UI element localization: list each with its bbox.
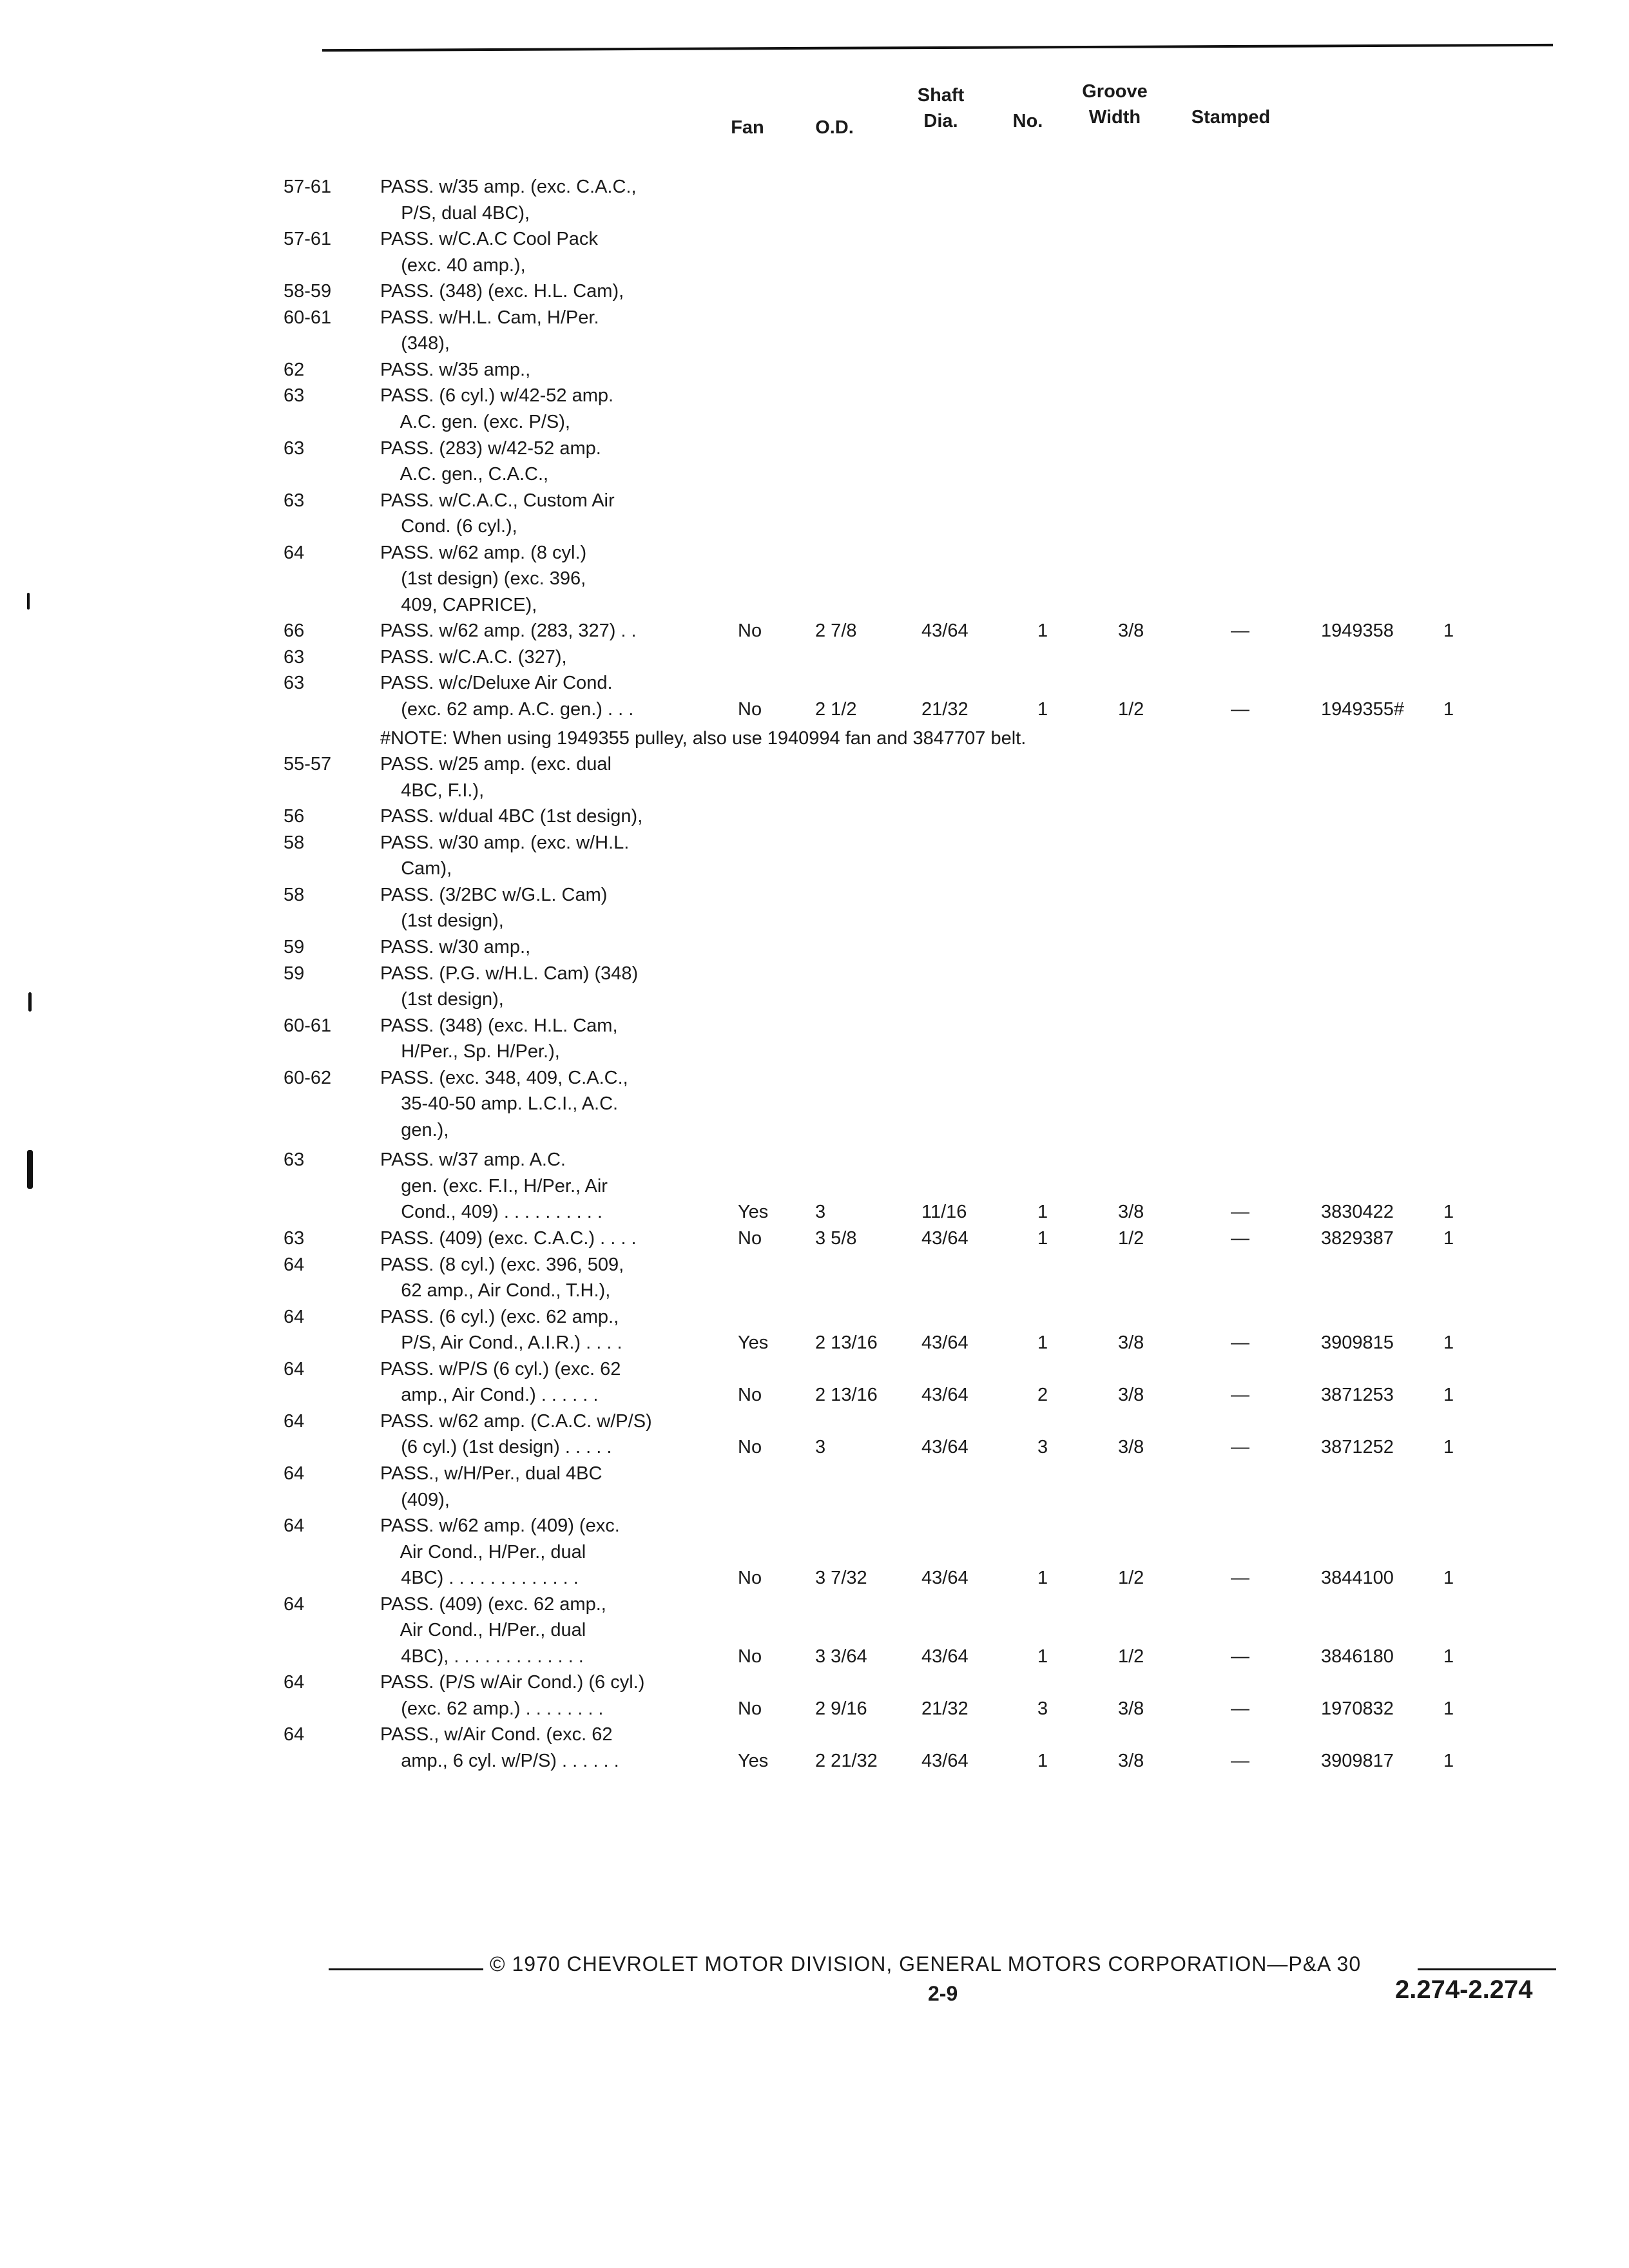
copyright-line: © 1970 CHEVROLET MOTOR DIVISION, GENERAL MOTORS CORPORATION—P&A 30: [490, 1952, 1362, 1975]
row-description: PASS. w/C.A.C. (327),: [380, 647, 567, 668]
row-year: 62: [284, 360, 305, 380]
row-part-number: 3846180: [1321, 1646, 1394, 1667]
row-description: PASS. w/62 amp. (C.A.C. w/P/S): [380, 1411, 652, 1432]
row-description: amp., Air Cond.) . . . . . .: [380, 1385, 599, 1405]
row-description: PASS. (409) (exc. C.A.C.) . . . .: [380, 1228, 637, 1249]
row-od: 2 9/16: [815, 1698, 867, 1719]
row-year: 63: [284, 647, 305, 668]
row-stamped: —: [1231, 699, 1249, 720]
row-year: 55-57: [284, 754, 332, 774]
row-quantity: 1: [1443, 1646, 1454, 1667]
row-description: PASS. w/c/Deluxe Air Cond.: [380, 673, 613, 693]
row-quantity: 1: [1443, 1751, 1454, 1771]
row-part-number: 1949355#: [1321, 699, 1405, 720]
row-year: 63: [284, 438, 305, 459]
section-number: 2.274-2.274: [1395, 1975, 1533, 2004]
row-description: PASS., w/H/Per., dual 4BC: [380, 1463, 602, 1484]
row-year: 59: [284, 937, 305, 957]
header-od: O.D.: [815, 117, 854, 138]
row-year: 64: [284, 1594, 305, 1615]
row-od: 3 7/32: [815, 1568, 867, 1588]
row-quantity: 1: [1443, 1332, 1454, 1353]
row-description: (exc. 62 amp.) . . . . . . . .: [380, 1698, 604, 1719]
row-year: 60-62: [284, 1068, 332, 1088]
row-description: (1st design) (exc. 396,: [380, 568, 586, 589]
row-description: 4BC), . . . . . . . . . . . . .: [380, 1646, 584, 1667]
row-year: 60-61: [284, 1015, 332, 1036]
row-groove-width: 3/8: [1118, 1385, 1144, 1405]
row-description: 4BC, F.I.),: [380, 780, 485, 801]
row-fan: No: [738, 1228, 762, 1249]
row-description: P/S, Air Cond., A.I.R.) . . . .: [380, 1332, 622, 1353]
row-part-number: 3830422: [1321, 1202, 1394, 1222]
row-description: PASS. (6 cyl.) w/42-52 amp.: [380, 385, 614, 406]
row-year: 64: [284, 543, 305, 563]
row-groove-count: 1: [1037, 1751, 1048, 1771]
header-stamped: Stamped: [1191, 107, 1271, 128]
row-description: PASS. (409) (exc. 62 amp.,: [380, 1594, 606, 1615]
row-fan: No: [738, 1698, 762, 1719]
row-description: PASS. w/P/S (6 cyl.) (exc. 62: [380, 1359, 621, 1379]
scan-mark: [27, 593, 30, 610]
row-description: A.C. gen. (exc. P/S),: [380, 412, 570, 432]
row-part-number: 3871252: [1321, 1437, 1394, 1457]
row-groove-width: 1/2: [1118, 1228, 1144, 1249]
row-groove-width: 3/8: [1118, 1437, 1144, 1457]
row-description: (exc. 40 amp.),: [380, 255, 526, 276]
row-quantity: 1: [1443, 1385, 1454, 1405]
row-description: P/S, dual 4BC),: [380, 203, 530, 224]
row-shaft-dia: 43/64: [921, 1568, 969, 1588]
row-groove-width: 3/8: [1118, 1332, 1144, 1353]
row-description: PASS. (P/S w/Air Cond.) (6 cyl.): [380, 1672, 645, 1693]
row-stamped: —: [1231, 1202, 1249, 1222]
row-year: 63: [284, 1149, 305, 1170]
row-description: PASS. w/30 amp. (exc. w/H.L.: [380, 832, 630, 853]
row-description: Cond. (6 cyl.),: [380, 516, 517, 537]
row-shaft-dia: 43/64: [921, 620, 969, 641]
row-description: PASS. w/C.A.C., Custom Air: [380, 490, 615, 511]
row-year: 63: [284, 385, 305, 406]
row-od: 3: [815, 1437, 826, 1457]
row-description: (exc. 62 amp. A.C. gen.) . . .: [380, 699, 634, 720]
row-od: 3 3/64: [815, 1646, 867, 1667]
row-shaft-dia: 11/16: [921, 1202, 967, 1222]
row-od: 2 13/16: [815, 1332, 878, 1353]
row-groove-width: 3/8: [1118, 1202, 1144, 1222]
header-shaft-dia: Shaft Dia.: [917, 85, 965, 131]
footer-rule-right: [1418, 1968, 1556, 1970]
scan-mark: [28, 992, 32, 1012]
row-od: 2 21/32: [815, 1751, 878, 1771]
header-no: No.: [1012, 111, 1043, 131]
row-groove-count: 3: [1037, 1437, 1048, 1457]
row-description: gen. (exc. F.I., H/Per., Air: [380, 1176, 608, 1196]
row-od: 3 5/8: [815, 1228, 857, 1249]
top-rule: [322, 44, 1553, 52]
row-year: 58: [284, 885, 305, 905]
row-fan: Yes: [738, 1751, 769, 1771]
row-year: 63: [284, 1228, 305, 1249]
row-description: (6 cyl.) (1st design) . . . . .: [380, 1437, 612, 1457]
row-year: 63: [284, 490, 305, 511]
row-description: PASS. w/25 amp. (exc. dual: [380, 754, 612, 774]
pulley-note: #NOTE: When using 1949355 pulley, also use 1940994 fan and 3847707 belt.: [380, 728, 1027, 749]
row-groove-width: 3/8: [1118, 1698, 1144, 1719]
row-description: PASS. w/35 amp. (exc. C.A.C.,: [380, 177, 637, 197]
row-od: 2 13/16: [815, 1385, 878, 1405]
page-number: 2-9: [928, 1982, 958, 2005]
header-groove-width: Groove Width: [1082, 81, 1148, 128]
scan-mark: [27, 1150, 33, 1189]
row-od: 2 1/2: [815, 699, 857, 720]
row-part-number: 1949358: [1321, 620, 1394, 641]
row-groove-count: 2: [1037, 1385, 1048, 1405]
row-year: 57-61: [284, 229, 332, 249]
row-description: PASS. (348) (exc. H.L. Cam,: [380, 1015, 618, 1036]
row-od: 3: [815, 1202, 826, 1222]
row-description: PASS. w/37 amp. A.C.: [380, 1149, 566, 1170]
row-year: 66: [284, 620, 305, 641]
row-year: 58: [284, 832, 305, 853]
row-groove-width: 1/2: [1118, 1646, 1144, 1667]
row-groove-width: 1/2: [1118, 699, 1144, 720]
row-description: Cond., 409) . . . . . . . . . .: [380, 1202, 602, 1222]
row-stamped: —: [1231, 620, 1249, 641]
row-description: (409),: [380, 1490, 450, 1510]
row-groove-count: 1: [1037, 1332, 1048, 1353]
row-part-number: 3829387: [1321, 1228, 1394, 1249]
row-stamped: —: [1231, 1385, 1249, 1405]
row-fan: No: [738, 1437, 762, 1457]
row-description: Air Cond., H/Per., dual: [380, 1542, 586, 1562]
row-description: PASS. (283) w/42-52 amp.: [380, 438, 601, 459]
row-shaft-dia: 43/64: [921, 1646, 969, 1667]
row-description: (1st design),: [380, 989, 504, 1010]
row-description: PASS. w/62 amp. (283, 327) . .: [380, 620, 637, 641]
row-description: PASS. (3/2BC w/G.L. Cam): [380, 885, 608, 905]
row-description: gen.),: [380, 1120, 449, 1140]
row-quantity: 1: [1443, 1698, 1454, 1719]
row-part-number: 1970832: [1321, 1698, 1394, 1719]
row-fan: No: [738, 1568, 762, 1588]
row-year: 63: [284, 673, 305, 693]
row-description: 35-40-50 amp. L.C.I., A.C.: [380, 1093, 619, 1114]
row-description: (1st design),: [380, 910, 504, 931]
row-groove-count: 1: [1037, 620, 1048, 641]
row-stamped: —: [1231, 1646, 1249, 1667]
row-description: PASS. (348) (exc. H.L. Cam),: [380, 281, 624, 302]
header-fan: Fan: [731, 117, 764, 138]
row-fan: No: [738, 1646, 762, 1667]
row-quantity: 1: [1443, 1202, 1454, 1222]
row-description: A.C. gen., C.A.C.,: [380, 464, 549, 485]
row-description: PASS. w/62 amp. (8 cyl.): [380, 543, 587, 563]
row-part-number: 3909817: [1321, 1751, 1394, 1771]
row-year: 64: [284, 1724, 305, 1745]
row-quantity: 1: [1443, 620, 1454, 641]
row-part-number: 3844100: [1321, 1568, 1394, 1588]
row-shaft-dia: 43/64: [921, 1385, 969, 1405]
row-groove-count: 1: [1037, 1202, 1048, 1222]
row-year: 64: [284, 1359, 305, 1379]
row-description: PASS. w/30 amp.,: [380, 937, 531, 957]
row-shaft-dia: 43/64: [921, 1228, 969, 1249]
row-stamped: —: [1231, 1698, 1249, 1719]
row-fan: Yes: [738, 1332, 769, 1353]
row-quantity: 1: [1443, 1437, 1454, 1457]
row-fan: No: [738, 699, 762, 720]
row-description: H/Per., Sp. H/Per.),: [380, 1041, 560, 1062]
row-groove-width: 3/8: [1118, 1751, 1144, 1771]
row-description: (348),: [380, 333, 450, 354]
row-year: 59: [284, 963, 305, 984]
row-description: 4BC) . . . . . . . . . . . . .: [380, 1568, 579, 1588]
row-description: PASS. w/H.L. Cam, H/Per.: [380, 307, 599, 328]
row-description: 62 amp., Air Cond., T.H.),: [380, 1280, 611, 1301]
row-part-number: 3871253: [1321, 1385, 1394, 1405]
row-description: 409, CAPRICE),: [380, 595, 537, 615]
row-stamped: —: [1231, 1437, 1249, 1457]
row-description: PASS., w/Air Cond. (exc. 62: [380, 1724, 613, 1745]
row-description: PASS. (P.G. w/H.L. Cam) (348): [380, 963, 639, 984]
row-groove-count: 3: [1037, 1698, 1048, 1719]
row-year: 64: [284, 1254, 305, 1275]
row-shaft-dia: 43/64: [921, 1332, 969, 1353]
row-stamped: —: [1231, 1332, 1249, 1353]
row-fan: Yes: [738, 1202, 769, 1222]
row-shaft-dia: 21/32: [921, 1698, 969, 1719]
row-groove-count: 1: [1037, 1646, 1048, 1667]
row-description: Cam),: [380, 858, 452, 879]
row-year: 64: [284, 1515, 305, 1536]
row-description: PASS. w/62 amp. (409) (exc.: [380, 1515, 620, 1536]
row-fan: No: [738, 1385, 762, 1405]
row-year: 57-61: [284, 177, 332, 197]
row-year: 64: [284, 1411, 305, 1432]
row-description: PASS. w/35 amp.,: [380, 360, 531, 380]
row-od: 2 7/8: [815, 620, 857, 641]
row-stamped: —: [1231, 1568, 1249, 1588]
row-description: PASS. w/dual 4BC (1st design),: [380, 806, 643, 827]
row-stamped: —: [1231, 1228, 1249, 1249]
row-description: PASS. (exc. 348, 409, C.A.C.,: [380, 1068, 628, 1088]
row-description: amp., 6 cyl. w/P/S) . . . . . .: [380, 1751, 619, 1771]
row-shaft-dia: 43/64: [921, 1751, 969, 1771]
row-year: 60-61: [284, 307, 332, 328]
row-groove-width: 3/8: [1118, 620, 1144, 641]
row-part-number: 3909815: [1321, 1332, 1394, 1353]
row-year: 58-59: [284, 281, 332, 302]
row-groove-count: 1: [1037, 1228, 1048, 1249]
row-description: Air Cond., H/Per., dual: [380, 1620, 586, 1640]
row-stamped: —: [1231, 1751, 1249, 1771]
row-year: 64: [284, 1672, 305, 1693]
row-year: 56: [284, 806, 305, 827]
row-groove-count: 1: [1037, 1568, 1048, 1588]
row-year: 64: [284, 1307, 305, 1327]
row-fan: No: [738, 620, 762, 641]
row-groove-width: 1/2: [1118, 1568, 1144, 1588]
row-description: PASS. (6 cyl.) (exc. 62 amp.,: [380, 1307, 619, 1327]
row-groove-count: 1: [1037, 699, 1048, 720]
row-shaft-dia: 43/64: [921, 1437, 969, 1457]
footer-rule-left: [329, 1968, 483, 1970]
row-year: 64: [284, 1463, 305, 1484]
row-quantity: 1: [1443, 1228, 1454, 1249]
row-quantity: 1: [1443, 1568, 1454, 1588]
row-description: PASS. (8 cyl.) (exc. 396, 509,: [380, 1254, 624, 1275]
row-description: PASS. w/C.A.C Cool Pack: [380, 229, 598, 249]
row-shaft-dia: 21/32: [921, 699, 969, 720]
row-quantity: 1: [1443, 699, 1454, 720]
